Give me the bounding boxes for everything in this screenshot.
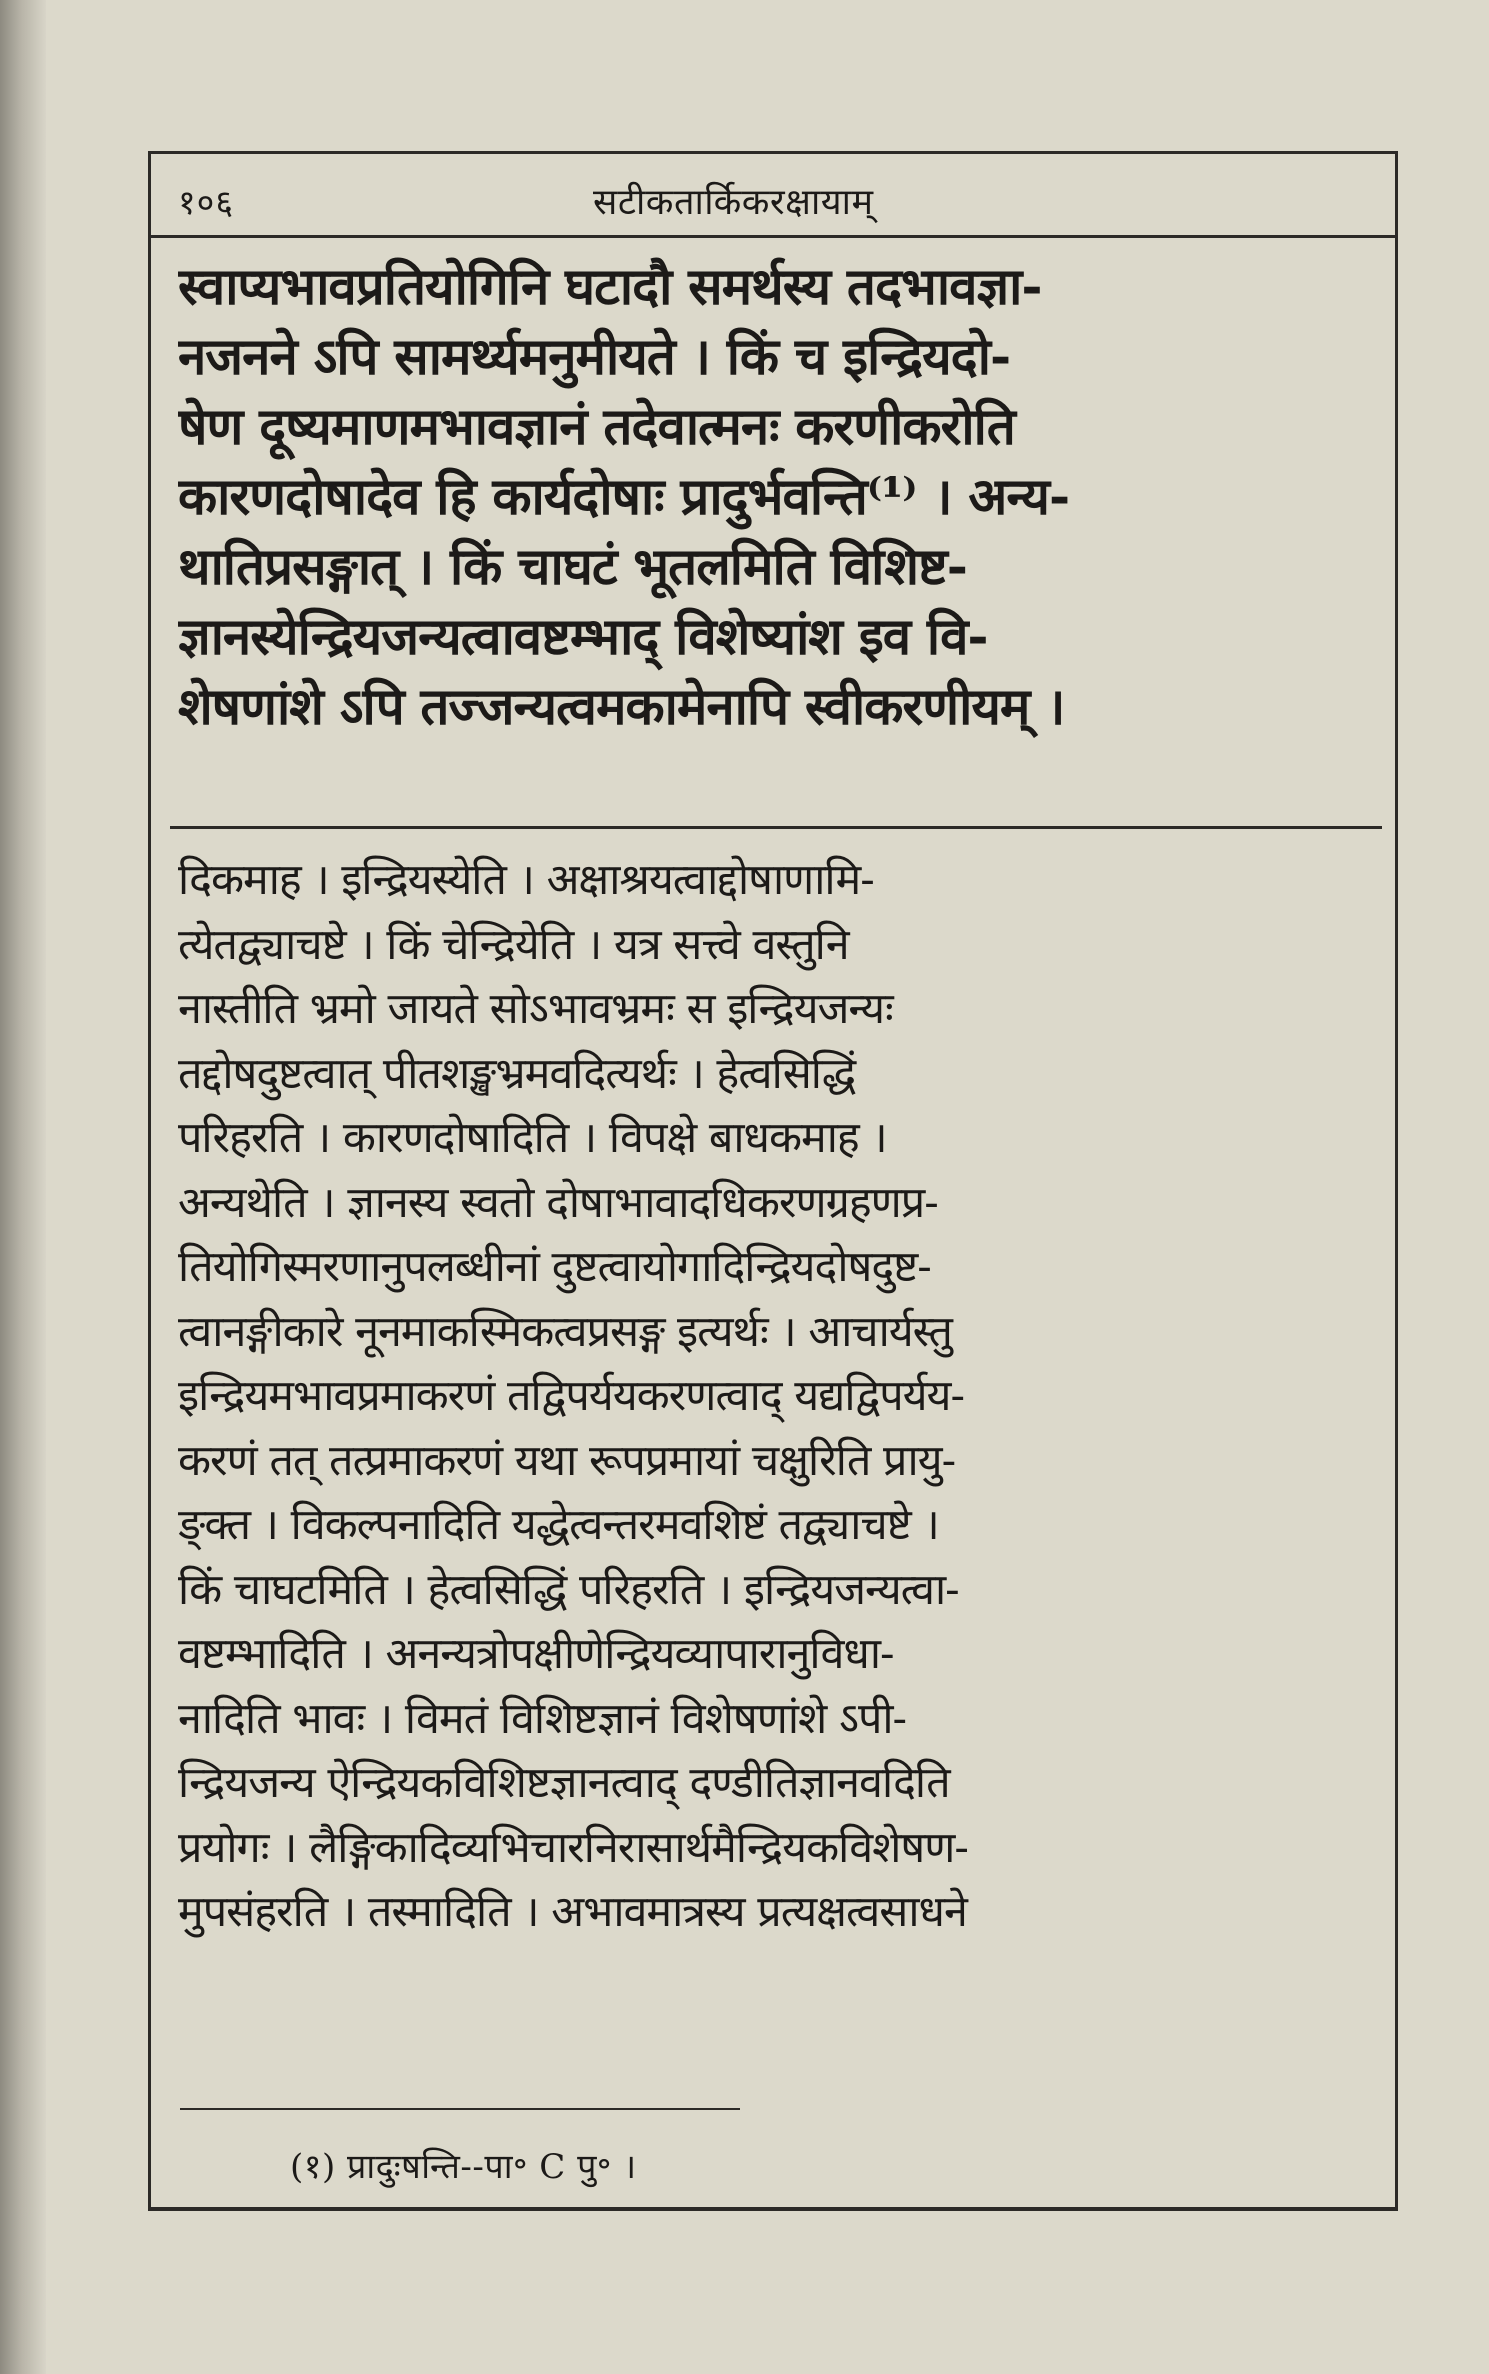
commentary-line: त्वानङ्गीकारे नूनमाकस्मिकत्वप्रसङ्ग इत्यर्थः । आचार्यस्तु	[178, 1306, 952, 1357]
section-divider	[170, 826, 1382, 829]
main-text-line: कारणदोषादेव हि कार्यदोषाः प्रादुर्भवन्ति⁽¹⁾ । अन्य-	[178, 467, 1070, 527]
commentary-line: किं चाघटमिति । हेत्वसिद्धिं परिहरति । इन्द्रियजन्यत्वा-	[178, 1564, 959, 1615]
commentary-line: प्रयोगः । लैङ्गिकादिव्यभिचारनिरासार्थमैन्द्रियकविशेषण-	[178, 1822, 968, 1873]
binding-shadow	[0, 0, 46, 2374]
main-text-line: नजनने ऽपि सामर्थ्यमनुमीयते । किं च इन्द्रियदो-	[178, 327, 1011, 387]
footnote: (१) प्रादुःषन्ति--पा॰ C पु॰ ।	[290, 2147, 637, 2187]
main-text-line: ज्ञानस्येन्द्रियजन्यत्वावष्टम्भाद् विशेष्यांश इव वि-	[178, 607, 988, 667]
page-header	[178, 168, 1388, 228]
commentary-line: मुपसंहरति । तस्मादिति । अभावमात्रस्य प्रत्यक्षत्वसाधने	[178, 1887, 967, 1937]
commentary-line: नास्तीति भ्रमो जायते सोऽभावभ्रमः स इन्द्रियजन्यः	[178, 984, 893, 1034]
main-text-line: षेण दूष्यमाणमभावज्ञानं तदेवात्मनः करणीकरोति	[178, 397, 1015, 457]
main-text-line: स्वाप्यभावप्रतियोगिनि घटादौ समर्थस्य तदभावज्ञा-	[178, 257, 1042, 317]
main-text-line: शेषणांशे ऽपि तज्जन्यत्वमकामेनापि स्वीकरणीयम् ।	[178, 677, 1065, 737]
main-text-block	[178, 252, 1373, 742]
header-rule	[148, 235, 1398, 238]
commentary-line: वष्टम्भादिति । अनन्यत्रोपक्षीणेन्द्रियव्यापारानुविधा-	[178, 1629, 894, 1679]
commentary-block	[178, 848, 1373, 1945]
commentary-line: तियोगिस्मरणानुपलब्धीनां दुष्टत्वायोगादिन्द्रियदोषदुष्ट-	[178, 1242, 931, 1292]
commentary-line: अन्यथेति । ज्ञानस्य स्वतो दोषाभावादधिकरणग्रहणप्र-	[178, 1177, 938, 1228]
running-title: सटीकतार्किकरक्षायाम्	[593, 182, 874, 223]
commentary-line: न्द्रियजन्य ऐन्द्रियकविशिष्टज्ञानत्वाद् दण्डीतिज्ञानवदिति	[178, 1758, 950, 1808]
page-number: १०६	[178, 183, 235, 223]
commentary-line: दिकमाह । इन्द्रियस्येति । अक्षाश्रयत्वाद्दोषाणामि-	[178, 855, 874, 905]
commentary-line: नादिति भावः । विमतं विशिष्टज्ञानं विशेषणांशे ऽपी-	[178, 1693, 907, 1744]
commentary-line: त्येतद्व्याचष्टे । किं चेन्द्रियेति । यत्र सत्त्वे वस्तुनि	[178, 919, 849, 970]
commentary-line: ङ्क्त । विकल्पनादिति यद्धेत्वन्तरमवशिष्टं तद्व्याचष्टे ।	[178, 1500, 939, 1550]
commentary-line: परिहरति । कारणदोषादिति । विपक्षे बाधकमाह ।	[178, 1113, 887, 1163]
footnote-rule	[180, 2108, 740, 2110]
commentary-line: तद्दोषदुष्टत्वात् पीतशङ्खभ्रमवदित्यर्थः । हेत्वसिद्धिं	[178, 1048, 856, 1099]
main-text-line: थातिप्रसङ्गात् । किं चाघटं भूतलमिति विशिष्ट-	[178, 537, 967, 597]
commentary-line: करणं तत् तत्प्रमाकरणं यथा रूपप्रमायां चक्षुरिति प्रायु-	[178, 1435, 956, 1486]
commentary-line: इन्द्रियमभावप्रमाकरणं तद्विपर्ययकरणत्वाद् यद्यद्विपर्यय-	[178, 1371, 965, 1421]
